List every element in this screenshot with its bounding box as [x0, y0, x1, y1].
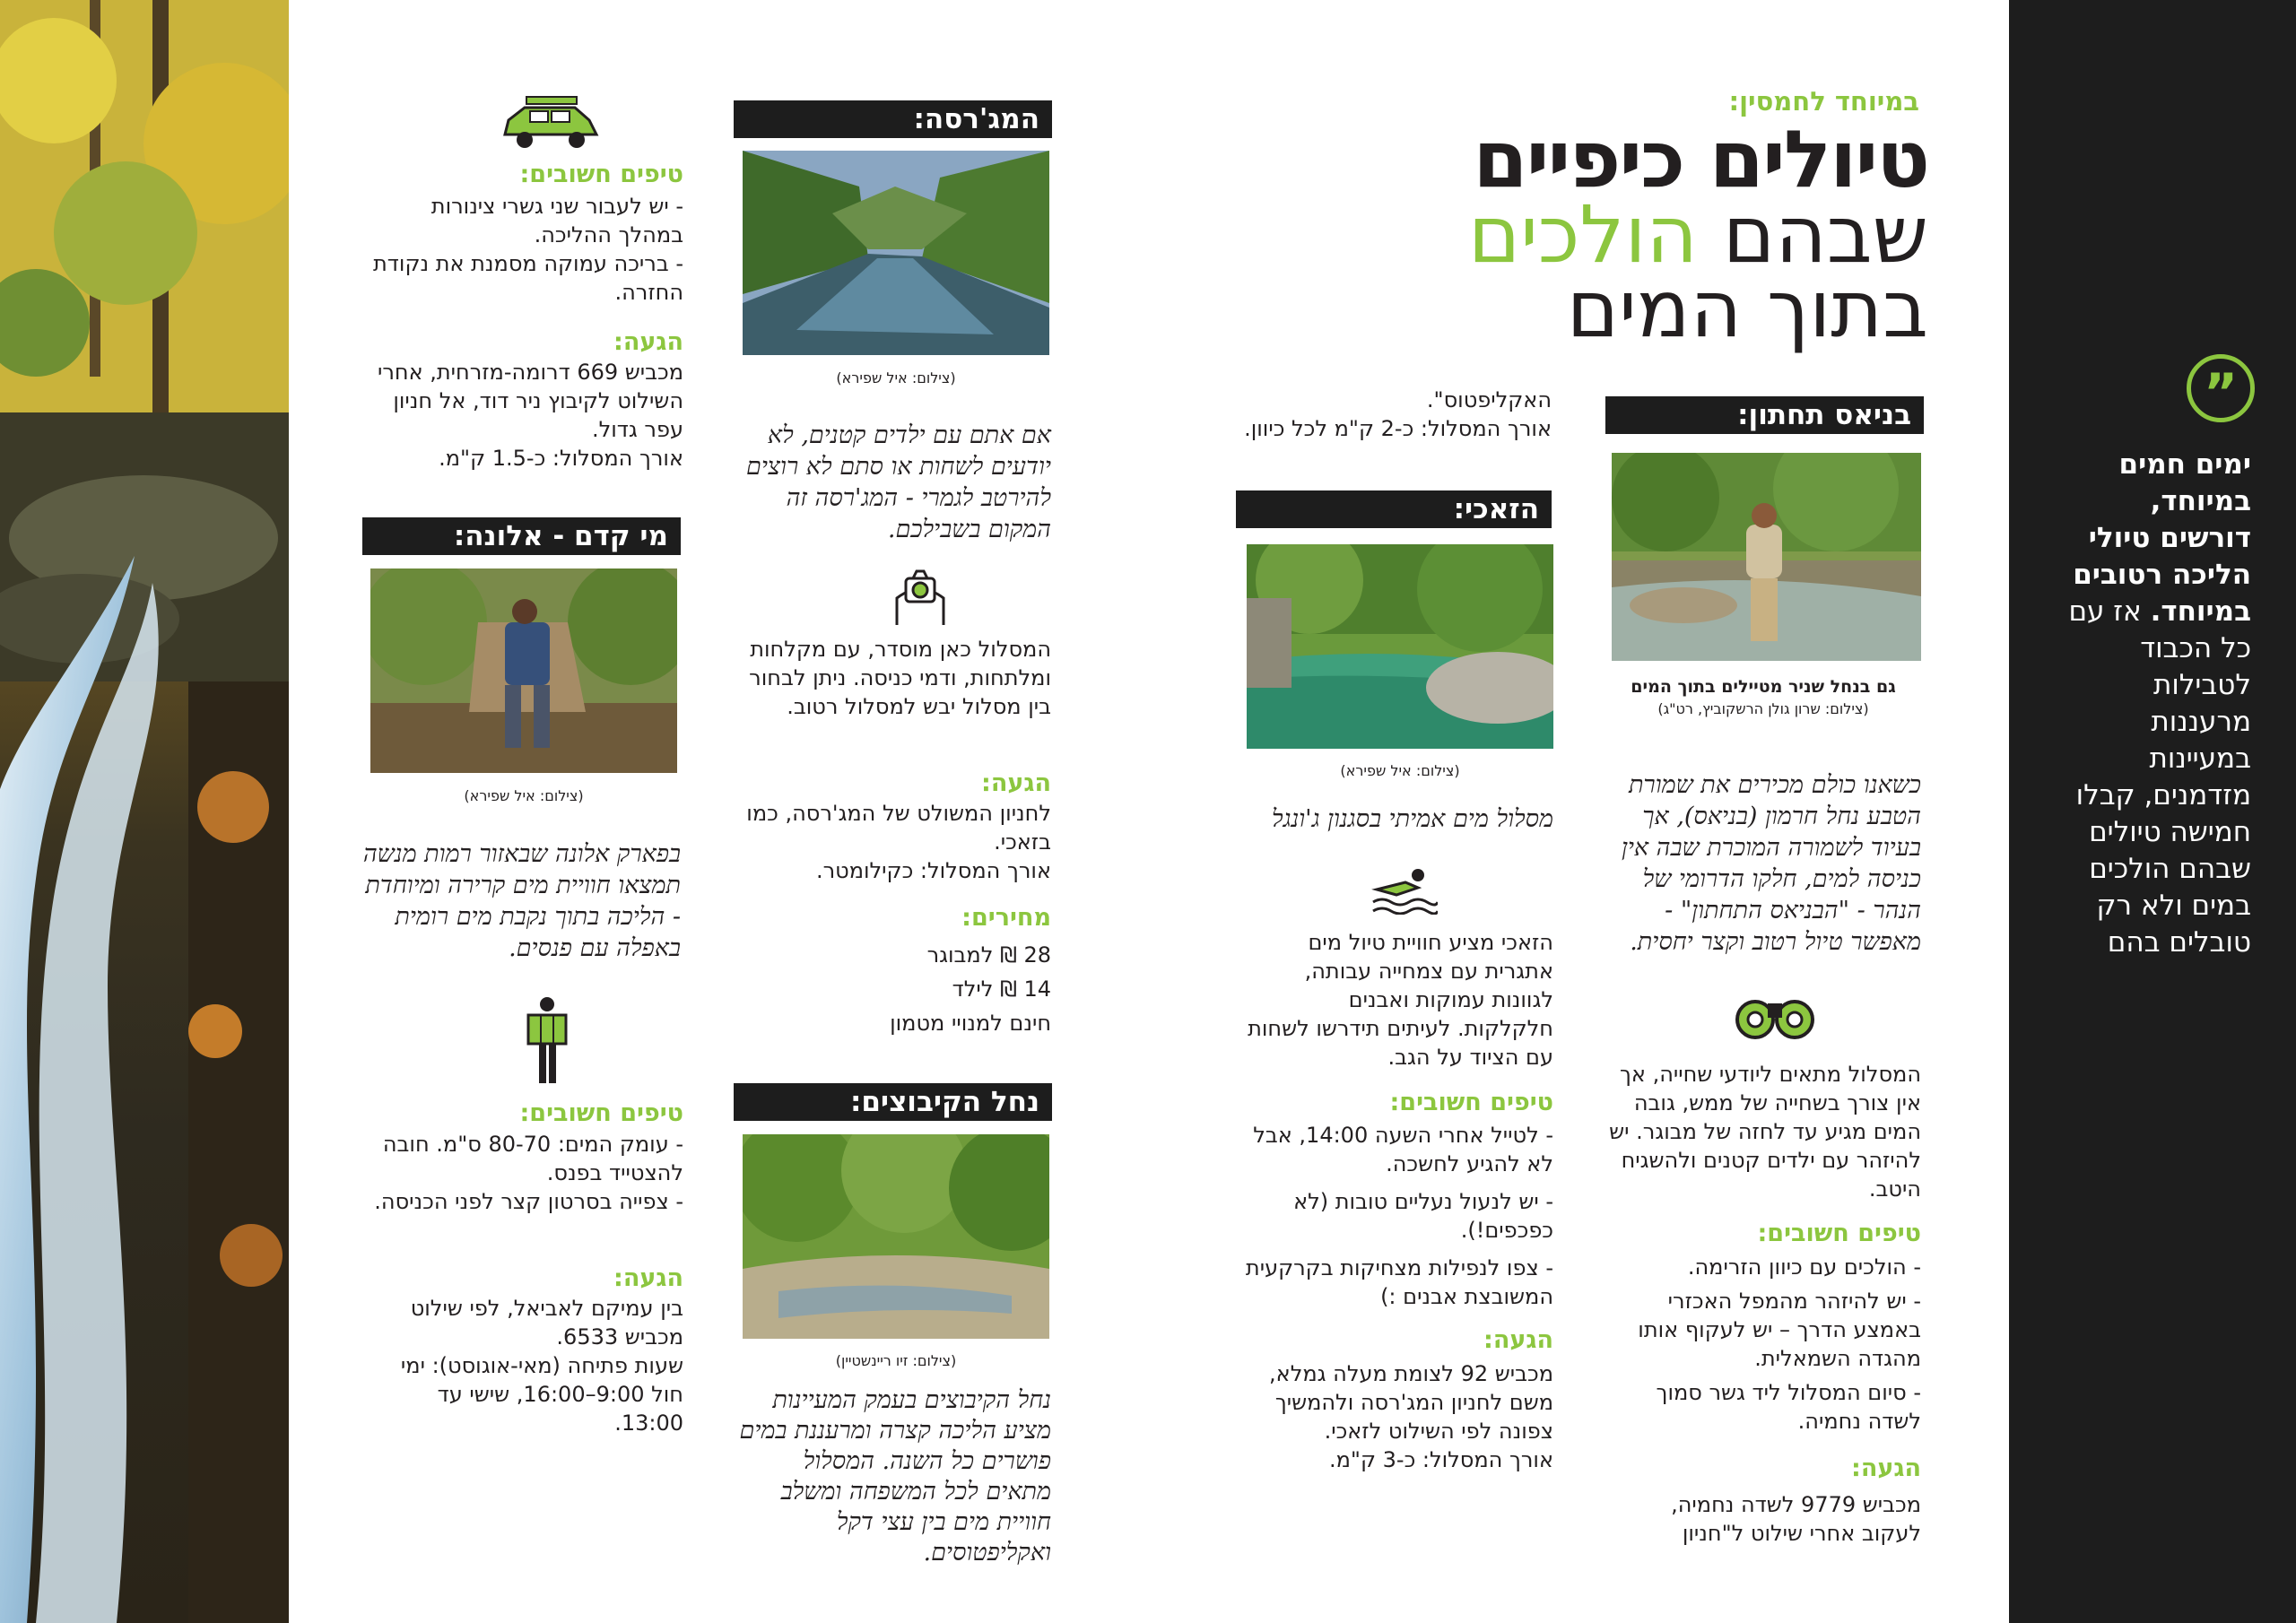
section-title-zachi: הזאכי: [1236, 490, 1552, 528]
page-title-line2-a: שבהם [1722, 188, 1928, 281]
arrival-continued-text: האקליפטוס". [1426, 387, 1552, 412]
page-title-line2-b: הולכים [1467, 188, 1698, 281]
magrase-arrival-text: לחניון המשולט של המג'רסה, כמו בזאכי. [746, 801, 1051, 855]
section-title-magrase: המג'רסה: [734, 100, 1052, 138]
hiker-map-icon [525, 995, 570, 1085]
zachi-description: הזאכי מציע חוויית טיול מים אתגרית עם צמחייה עבותה, לגוונות עמוקות ואבנים חלקלקות. לעיתים תידרשו לשחות עם הציוד על הגב. [1248, 930, 1553, 1070]
banias-photo-caption: גם בנחל שניר מטיילים בתוך המים [1631, 677, 1896, 697]
mei-kedem-arrival-title: הגעה: [613, 1264, 683, 1292]
price-child: 14 ₪ לילד [952, 976, 1051, 1002]
list-item: - צפייה בסרטון קצר לפני הכניסה. [374, 1189, 683, 1214]
magrase-arrival [735, 799, 1051, 885]
list-item: - סיום המסלול ליד גשר סמוך לשדה נחמיה. [1656, 1380, 1921, 1434]
magrase-description: המסלול כאן מוסדר, עם מקלחות ומלתחות, ודמי כניסה. ניתן לבחור בין מסלול יבש למסלול רטוב. [749, 637, 1051, 719]
quote-icon: ” [2187, 354, 2255, 422]
kibbutzim-intro: נחל הקיבוצים בעמק המעיינות מציע הליכה קצרה ומרעננת במים פושרים כל השנה. המסלול מתאים לכל המשפחה ומשלב חוויית מים בין עצי דקל ואקליפטוסים. [739, 1386, 1051, 1567]
banias-photo-credit: (צילום: שרון גולן הרשקוביץ, רט"ג) [1657, 700, 1869, 717]
page-title: טיולים כיפיים [1473, 113, 1928, 205]
list-item: - יש להיזהר מהמפל האכזרי באמצע הדרך – יש לעקוף אותו מהגדה השמאלית. [1638, 1289, 1921, 1371]
banias-photo [1612, 453, 1921, 661]
zachi-tips [1229, 1121, 1553, 1311]
waterfall-photo [0, 0, 289, 1623]
intro-text [2063, 447, 2251, 961]
banias-arrival-continued [1229, 386, 1552, 443]
route-length: אורך המסלול: כ-1.5 ק"מ. [439, 446, 683, 471]
zachi-photo-credit: (צילום: איל שפירא) [1340, 762, 1460, 779]
opening-hours: שעות פתיחה (מאי-אוגוסט): ימי חול 9:00–16:00, שישי עד 13:00. [400, 1353, 683, 1436]
photographer-icon [884, 562, 956, 627]
kibbutzim-photo-credit: (צילום: זיו ריינשטיין) [835, 1352, 957, 1369]
banias-arrival-title: הגעה: [1851, 1454, 1921, 1482]
intro-text-bold: ימים חמים במיוחד, דורשים טיולי הליכה רטובים במיוחד. [2073, 448, 2251, 628]
list-item: - בריכה עמוקה מסמנת את נקודת החזרה. [373, 251, 683, 305]
page-title-line2 [1345, 188, 1928, 281]
intro-text-rest: אז עם כל הכבוד לטבילות מרעננות במעיינות מזדמנים, קבלו חמישה טיולים שבהם הולכים במים ולא רק טובלים בהם [2068, 595, 2251, 959]
banias-arrival: מכביש 9779 לשדה נחמיה, לעקוב אחרי שילוט ל"חניון [1671, 1492, 1921, 1546]
magrase-photo [743, 151, 1049, 355]
magrase-arrival-title: הגעה: [981, 769, 1051, 797]
zachi-tips-title: טיפים חשובים: [1389, 1089, 1553, 1116]
banias-tips-title: טיפים חשובים: [1757, 1219, 1921, 1247]
list-item: - צפו לנפילות מצחיקות בקרקעית המשובצת אבנים :) [1245, 1255, 1553, 1309]
mei-kedem-tips-title: טיפים חשובים: [519, 1099, 683, 1127]
magrase-photo-credit: (צילום: איל שפירא) [836, 369, 956, 386]
section-title-banias: בניאס תחתון: [1605, 396, 1924, 434]
nirdavid-tips [368, 192, 683, 307]
mei-kedem-arrival [368, 1294, 683, 1437]
nirdavid-arrival-text: מכביש 669 דרומה-מזרחית, אחרי השילוט לקיבוץ ניר דוד, אל חניון עפר גדול. [377, 360, 683, 442]
section-title-mei-kedem: מי קדם - אלונה: [362, 517, 681, 555]
car-icon [500, 93, 600, 152]
zachi-arrival-title: הגעה: [1483, 1326, 1553, 1354]
list-item: - יש לעבור שני גשרי צינורות במהלך ההליכה. [430, 194, 683, 247]
magrase-prices-title: מחירים: [961, 904, 1051, 932]
price-members: חינם למנויי מטמון [890, 1011, 1051, 1036]
zachi-arrival-text: מכביש 92 לצומת מעלה גמלא, משם לחניון המג'רסה ולהמשיך צפונה לפי השילוט לזאכי. [1269, 1361, 1553, 1444]
kibbutzim-photo [743, 1134, 1049, 1339]
page-title-line3: בתוך המים [1566, 263, 1928, 355]
list-item: - הולכים עם כיוון הזרימה. [1687, 1254, 1921, 1280]
banias-tips [1605, 1253, 1921, 1436]
binoculars-icon [1735, 991, 1814, 1041]
mei-kedem-intro: בפארק אלונה שבאזור רמות מנשה תמצאו חוויית מים קרירה ומיוחדת - הליכה בתוך נקבת מים רומית באפלה עם פנסים. [362, 840, 681, 962]
banias-intro: כשאנו כולם מכירים את שמורת הטבע נחל חרמון (בניאס), אך בעיוד לשמורה המוכרת שבה אין כניסה למים, חלקו הדרומי של הנהר - "הבניאס התחתון" - מאפשר טיול רטוב וקצר יחסית. [1621, 771, 1921, 956]
zachi-intro: מסלול מים אמיתי בסגנון ג'ונגל [1271, 805, 1553, 833]
list-item: - יש לנעול נעליים טובות (לא כפכפים!). [1293, 1189, 1553, 1243]
mei-kedem-photo-credit: (צילום: איל שפירא) [464, 787, 584, 804]
nirdavid-arrival [368, 358, 683, 473]
magrase-intro: אם אתם עם ילדים קטנים, לא יודעים לשחות או סתם לא רוצים להירטב לגמרי - המג'רסה זה המקום בשבילכם. [745, 421, 1051, 543]
magrase-prices [735, 938, 1051, 1040]
route-length: אורך המסלול: כ-2 ק"מ לכל כיוון. [1244, 416, 1552, 441]
banias-description: המסלול מתאים ליודעי שחייה, אך אין צורך בשחייה של ממש, גובה המים מגיע עד לחזה של מבוגר. יש להיזהר עם ילדים קטנים ולהשגיח היטב. [1609, 1062, 1921, 1202]
route-length: אורך המסלול: כקילומטר. [815, 858, 1051, 883]
kicker: במיוחד לחמסין: [1728, 86, 1919, 117]
zachi-arrival [1229, 1359, 1553, 1474]
section-title-kibbutzim: נחל הקיבוצים: [734, 1083, 1052, 1121]
mei-kedem-arrival-text: בין עמיקם לאביאל, לפי שילוט מכביש 6533. [410, 1296, 683, 1350]
list-item: - עומק המים: 80-70 ס"מ. חובה להצטייד בפנס. [382, 1132, 683, 1185]
swimmer-icon [1370, 866, 1438, 915]
mei-kedem-photo [370, 568, 677, 773]
price-adult: 28 ₪ למבוגר [926, 942, 1051, 968]
nirdavid-tips-title: טיפים חשובים: [519, 161, 683, 188]
nirdavid-arrival-title: הגעה: [613, 328, 683, 356]
route-length: אורך המסלול: כ-3 ק"מ. [1329, 1447, 1553, 1472]
zachi-photo [1247, 544, 1553, 749]
mei-kedem-tips [368, 1130, 683, 1216]
list-item: - לטייל אחרי השעה 14:00, אבל לא להגיע לחשכה. [1253, 1123, 1553, 1176]
